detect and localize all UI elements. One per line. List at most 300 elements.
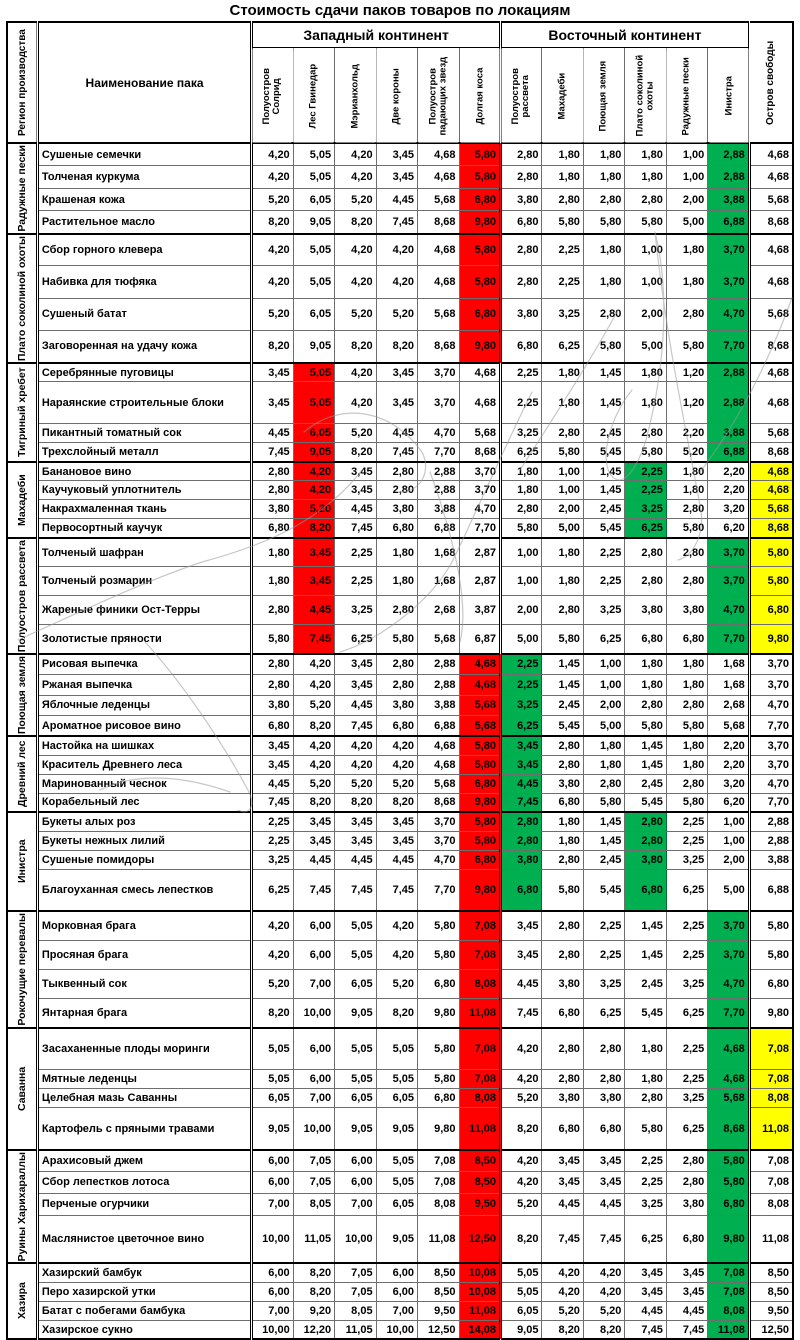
pack-name-cell: Накрахмаленная ткань: [37, 500, 251, 519]
price-cell: 9,05: [501, 1320, 542, 1339]
pack-name-cell: Пикантный томатный сок: [37, 424, 251, 443]
table-row: [7, 869, 793, 911]
price-cell: 1,80: [542, 143, 583, 166]
price-cell: 3,45: [293, 567, 334, 596]
pack-name-cell: Янтарная брага: [37, 999, 251, 1028]
price-cell: 7,45: [335, 716, 376, 737]
price-cell: 4,68: [708, 1028, 750, 1070]
price-cell: 1,00: [501, 538, 542, 567]
price-cell: 2,80: [625, 812, 666, 831]
price-cell: 5,20: [376, 774, 417, 793]
price-cell: 4,45: [293, 850, 334, 869]
price-cell: 6,05: [376, 1089, 417, 1108]
price-cell: 5,20: [666, 443, 707, 462]
pack-name-column-header: Наименование пака: [37, 22, 251, 143]
price-cell: 5,80: [542, 211, 583, 234]
price-cell: 1,80: [666, 654, 707, 675]
price-cell: 3,70: [418, 831, 459, 850]
price-cell: 2,25: [625, 481, 666, 500]
price-cell: 3,45: [376, 166, 417, 189]
price-cell: 3,25: [501, 695, 542, 716]
price-cell: 5,20: [376, 969, 417, 998]
price-cell: 4,45: [376, 850, 417, 869]
price-cell: 4,20: [583, 1282, 624, 1301]
price-cell: 1,45: [583, 831, 624, 850]
price-cell: 3,80: [542, 1089, 583, 1108]
price-cell: 3,70: [708, 538, 750, 567]
price-cell: 8,68: [459, 443, 501, 462]
price-cell: 9,50: [749, 1301, 793, 1320]
price-cell: 4,20: [501, 1028, 542, 1070]
price-cell: 2,80: [625, 1089, 666, 1108]
price-cell: 1,45: [583, 382, 624, 424]
price-cell: 5,05: [376, 1150, 417, 1172]
price-cell: 3,80: [666, 1193, 707, 1215]
price-cell: 3,80: [501, 298, 542, 330]
price-cell: 4,20: [376, 266, 417, 298]
price-cell: 4,20: [252, 266, 293, 298]
price-cell: 2,80: [542, 188, 583, 211]
price-cell: 1,80: [583, 736, 624, 755]
location-column-header: Долгая коса: [459, 48, 501, 144]
price-cell: 5,80: [666, 793, 707, 812]
price-cell: 4,20: [335, 166, 376, 189]
price-cell: 6,00: [293, 940, 334, 969]
price-cell: 7,45: [625, 1320, 666, 1339]
price-cell: 6,05: [376, 1193, 417, 1215]
price-cell: 3,70: [708, 911, 750, 940]
price-cell: 6,80: [666, 625, 707, 654]
price-cell: 4,68: [418, 166, 459, 189]
price-cell: 6,80: [625, 869, 666, 911]
location-column-header: Поющая земля: [583, 48, 624, 144]
price-cell: 2,80: [542, 596, 583, 625]
price-cell: 2,80: [666, 538, 707, 567]
price-cell: 3,45: [252, 755, 293, 774]
price-cell: 5,00: [708, 869, 750, 911]
location-column-header: Махадеби: [542, 48, 583, 144]
price-cell: 4,20: [376, 755, 417, 774]
price-cell: 5,80: [583, 793, 624, 812]
price-cell: 4,45: [501, 969, 542, 998]
price-cell: 1,45: [625, 940, 666, 969]
price-cell: 5,05: [501, 1263, 542, 1282]
price-cell: 5,00: [583, 716, 624, 737]
table-row: [7, 1301, 793, 1320]
pack-name-cell: Трехслойный металл: [37, 443, 251, 462]
pack-name-cell: Маринованный чеснок: [37, 774, 251, 793]
table-row: [7, 1108, 793, 1150]
price-cell: 9,05: [252, 1108, 293, 1150]
price-cell: 2,80: [501, 166, 542, 189]
price-cell: 5,68: [459, 695, 501, 716]
price-cell: 3,80: [625, 850, 666, 869]
price-cell: 2,80: [583, 188, 624, 211]
table-row: [7, 654, 793, 675]
price-cell: 7,08: [418, 1172, 459, 1194]
price-cell: 2,00: [583, 695, 624, 716]
price-cell: 7,45: [542, 1215, 583, 1263]
price-cell: 3,80: [252, 500, 293, 519]
price-cell: 2,80: [376, 674, 417, 695]
price-cell: 1,00: [501, 567, 542, 596]
price-cell: 5,20: [252, 188, 293, 211]
pack-name-cell: Картофель с пряными травами: [37, 1108, 251, 1150]
price-cell: 6,80: [666, 1215, 707, 1263]
table-row: [7, 812, 793, 831]
price-cell: 5,00: [501, 625, 542, 654]
table-row: [7, 1089, 793, 1108]
price-cell: 1,80: [542, 363, 583, 382]
price-cell: 8,20: [335, 211, 376, 234]
price-cell: 6,80: [459, 298, 501, 330]
price-cell: 4,70: [708, 298, 750, 330]
price-cell: 6,05: [335, 1089, 376, 1108]
price-cell: 1,80: [542, 567, 583, 596]
price-cell: 8,20: [376, 793, 417, 812]
price-cell: 5,80: [666, 330, 707, 362]
price-cell: 2,80: [501, 143, 542, 166]
price-cell: 6,25: [666, 999, 707, 1028]
price-cell: 4,68: [749, 382, 793, 424]
price-cell: 5,45: [625, 793, 666, 812]
price-cell: 8,68: [708, 1108, 750, 1150]
pack-name-cell: Перо хазирской утки: [37, 1282, 251, 1301]
price-cell: 14,08: [459, 1320, 501, 1339]
price-cell: 4,20: [293, 674, 334, 695]
price-cell: 1,80: [501, 462, 542, 481]
price-cell: 5,20: [542, 1301, 583, 1320]
price-cell: 2,80: [252, 481, 293, 500]
price-cell: 5,80: [625, 716, 666, 737]
price-cell: 2,80: [501, 812, 542, 831]
price-cell: 2,80: [501, 266, 542, 298]
price-cell: 5,05: [376, 1028, 417, 1070]
price-cell: 2,25: [501, 654, 542, 675]
price-cell: 4,70: [418, 850, 459, 869]
price-cell: 2,80: [542, 850, 583, 869]
pack-name-cell: Морковная брага: [37, 911, 251, 940]
pack-name-cell: Просяная брага: [37, 940, 251, 969]
price-cell: 9,05: [376, 1108, 417, 1150]
price-cell: 2,88: [418, 674, 459, 695]
price-cell: 3,80: [501, 850, 542, 869]
price-cell: 4,20: [252, 143, 293, 166]
price-cell: 5,68: [708, 1089, 750, 1108]
price-cell: 1,80: [542, 538, 583, 567]
table-row: [7, 500, 793, 519]
price-cell: 1,45: [625, 911, 666, 940]
price-cell: 3,45: [252, 736, 293, 755]
table-row: [7, 831, 793, 850]
price-cell: 8,08: [749, 1193, 793, 1215]
price-cell: 7,45: [376, 869, 417, 911]
price-cell: 3,25: [542, 298, 583, 330]
price-cell: 4,45: [666, 1301, 707, 1320]
region-label: Саванна: [7, 1028, 37, 1150]
price-cell: 6,80: [459, 774, 501, 793]
price-cell: 5,80: [252, 625, 293, 654]
price-cell: 7,45: [293, 625, 334, 654]
price-cell: 6,25: [501, 716, 542, 737]
price-cell: 7,05: [293, 1172, 334, 1194]
price-cell: 1,45: [583, 363, 624, 382]
price-cell: 3,70: [749, 654, 793, 675]
price-cell: 2,88: [708, 143, 750, 166]
price-cell: 11,08: [459, 1301, 501, 1320]
price-cell: 6,80: [252, 716, 293, 737]
price-cell: 8,50: [459, 1172, 501, 1194]
price-cell: 5,20: [583, 1301, 624, 1320]
price-cell: 1,80: [625, 1028, 666, 1070]
price-cell: 1,68: [418, 567, 459, 596]
price-cell: 9,05: [293, 443, 334, 462]
price-cell: 1,00: [583, 674, 624, 695]
price-cell: 2,87: [459, 567, 501, 596]
price-cell: 7,70: [418, 869, 459, 911]
table-row: [7, 969, 793, 998]
price-cell: 6,80: [708, 1193, 750, 1215]
price-cell: 8,68: [749, 519, 793, 538]
price-cell: 4,70: [459, 500, 501, 519]
price-cell: 4,20: [501, 1070, 542, 1089]
price-cell: 11,08: [459, 999, 501, 1028]
price-cell: 5,05: [252, 1028, 293, 1070]
price-cell: 6,80: [749, 596, 793, 625]
price-cell: 2,20: [708, 481, 750, 500]
price-cell: 9,05: [335, 1108, 376, 1150]
price-cell: 5,80: [459, 755, 501, 774]
price-cell: 2,00: [708, 850, 750, 869]
price-cell: 2,80: [542, 1070, 583, 1089]
price-cell: 5,05: [335, 911, 376, 940]
price-cell: 2,80: [501, 234, 542, 266]
price-cell: 2,88: [418, 462, 459, 481]
price-cell: 5,80: [749, 538, 793, 567]
price-cell: 3,88: [418, 695, 459, 716]
price-cell: 11,05: [335, 1320, 376, 1339]
price-cell: 5,05: [501, 1282, 542, 1301]
price-cell: 7,45: [501, 999, 542, 1028]
price-cell: 8,20: [376, 999, 417, 1028]
price-cell: 1,45: [625, 755, 666, 774]
price-cell: 4,20: [542, 1263, 583, 1282]
price-cell: 12,50: [459, 1215, 501, 1263]
pack-name-cell: Толченый шафран: [37, 538, 251, 567]
price-cell: 10,08: [459, 1282, 501, 1301]
price-cell: 5,20: [293, 695, 334, 716]
price-cell: 1,80: [666, 234, 707, 266]
price-cell: 3,45: [583, 1150, 624, 1172]
price-cell: 8,20: [335, 793, 376, 812]
price-cell: 5,80: [625, 443, 666, 462]
price-cell: 1,00: [708, 831, 750, 850]
price-cell: 4,20: [335, 143, 376, 166]
price-cell: 7,45: [252, 793, 293, 812]
price-cell: 6,20: [708, 519, 750, 538]
price-cell: 5,05: [293, 266, 334, 298]
price-cell: 6,00: [252, 1172, 293, 1194]
price-cell: 5,80: [542, 625, 583, 654]
price-cell: 6,00: [252, 1282, 293, 1301]
price-cell: 11,05: [293, 1215, 334, 1263]
price-cell: 6,05: [293, 298, 334, 330]
price-cell: 6,80: [376, 716, 417, 737]
price-cell: 4,68: [749, 363, 793, 382]
price-cell: 4,45: [252, 424, 293, 443]
price-cell: 2,00: [542, 500, 583, 519]
price-cell: 4,20: [376, 911, 417, 940]
price-cell: 2,25: [583, 538, 624, 567]
pack-name-cell: Сушеные помидоры: [37, 850, 251, 869]
pack-name-cell: Тыквенный сок: [37, 969, 251, 998]
price-cell: 3,80: [625, 596, 666, 625]
price-cell: 5,20: [335, 424, 376, 443]
price-cell: 2,88: [708, 363, 750, 382]
price-cell: 1,00: [583, 654, 624, 675]
pack-name-cell: Благоуханная смесь лепестков: [37, 869, 251, 911]
price-cell: 3,45: [376, 831, 417, 850]
price-cell: 4,68: [749, 166, 793, 189]
price-cell: 3,25: [583, 969, 624, 998]
region-label: Поющая земля: [7, 654, 37, 736]
price-cell: 10,00: [335, 1215, 376, 1263]
price-cell: 2,80: [252, 462, 293, 481]
price-cell: 8,08: [418, 1193, 459, 1215]
price-cell: 3,45: [376, 363, 417, 382]
table-row: [7, 625, 793, 654]
price-cell: 7,08: [418, 1150, 459, 1172]
price-cell: 8,08: [459, 1089, 501, 1108]
price-cell: 8,20: [335, 330, 376, 362]
pack-name-cell: Жареные финики Ост-Терры: [37, 596, 251, 625]
price-cell: 10,00: [376, 1320, 417, 1339]
price-cell: 9,80: [749, 999, 793, 1028]
price-cell: 7,08: [459, 940, 501, 969]
pack-name-cell: Заговоренная на удачу кожа: [37, 330, 251, 362]
price-cell: 2,25: [542, 266, 583, 298]
freedom-island-column-header: Остров свободы: [749, 22, 793, 143]
pack-name-cell: Нараянские строительные блоки: [37, 382, 251, 424]
price-cell: 5,45: [583, 519, 624, 538]
price-cell: 5,20: [293, 774, 334, 793]
price-cell: 6,80: [459, 188, 501, 211]
price-cell: 2,80: [376, 462, 417, 481]
price-cell: 4,20: [583, 1263, 624, 1282]
location-column-header: Плато соколиной охоты: [625, 48, 666, 144]
price-cell: 8,20: [293, 519, 334, 538]
price-cell: 6,25: [542, 330, 583, 362]
price-cell: 6,80: [542, 1108, 583, 1150]
price-cell: 8,20: [293, 793, 334, 812]
pack-name-cell: Первосортный каучук: [37, 519, 251, 538]
pack-name-cell: Толченая куркума: [37, 166, 251, 189]
price-cell: 2,25: [501, 363, 542, 382]
price-cell: 3,45: [335, 481, 376, 500]
price-cell: 8,20: [252, 999, 293, 1028]
price-cell: 4,45: [376, 424, 417, 443]
price-cell: 8,20: [583, 1320, 624, 1339]
price-cell: 2,80: [542, 424, 583, 443]
price-cell: 3,45: [666, 1263, 707, 1282]
pack-name-cell: Целебная мазь Саванны: [37, 1089, 251, 1108]
price-cell: 3,45: [252, 363, 293, 382]
price-cell: 4,45: [335, 695, 376, 716]
price-cell: 7,70: [708, 330, 750, 362]
price-cell: 4,45: [335, 500, 376, 519]
price-cell: 7,05: [293, 1150, 334, 1172]
price-cell: 2,80: [625, 188, 666, 211]
price-cell: 2,20: [708, 736, 750, 755]
price-cell: 1,20: [666, 363, 707, 382]
location-column-header: Полуостров рассвета: [501, 48, 542, 144]
price-cell: 2,87: [459, 538, 501, 567]
price-cell: 7,08: [459, 911, 501, 940]
pack-name-cell: Каучуковый уплотнитель: [37, 481, 251, 500]
price-cell: 4,68: [749, 462, 793, 481]
price-cell: 5,45: [625, 999, 666, 1028]
price-cell: 4,20: [376, 940, 417, 969]
table-row: [7, 1028, 793, 1070]
price-cell: 3,45: [335, 812, 376, 831]
price-cell: 2,00: [501, 596, 542, 625]
price-cell: 7,70: [749, 716, 793, 737]
price-cell: 2,80: [666, 774, 707, 793]
table-row: [7, 266, 793, 298]
price-cell: 3,80: [542, 774, 583, 793]
price-cell: 4,68: [749, 481, 793, 500]
price-cell: 3,80: [252, 695, 293, 716]
price-cell: 6,25: [501, 443, 542, 462]
price-cell: 4,45: [542, 1193, 583, 1215]
price-cell: 7,08: [708, 1263, 750, 1282]
price-cell: 3,45: [335, 674, 376, 695]
price-cell: 7,70: [708, 999, 750, 1028]
price-cell: 3,45: [376, 812, 417, 831]
price-cell: 2,80: [625, 695, 666, 716]
table-row: [7, 596, 793, 625]
price-cell: 3,25: [252, 850, 293, 869]
price-cell: 5,80: [459, 266, 501, 298]
pack-name-cell: Толченый розмарин: [37, 567, 251, 596]
price-cell: 1,80: [376, 567, 417, 596]
price-cell: 4,20: [501, 1150, 542, 1172]
price-cell: 5,20: [376, 298, 417, 330]
price-cell: 1,80: [625, 166, 666, 189]
pack-name-cell: Настойка на шишках: [37, 736, 251, 755]
price-cell: 9,80: [459, 330, 501, 362]
price-cell: 3,45: [501, 940, 542, 969]
price-cell: 6,00: [293, 911, 334, 940]
price-cell: 5,80: [583, 330, 624, 362]
pack-name-cell: Букеты алых роз: [37, 812, 251, 831]
price-cell: 6,25: [666, 1108, 707, 1150]
price-cell: 1,80: [583, 266, 624, 298]
price-cell: 4,70: [418, 424, 459, 443]
price-cell: 3,70: [418, 363, 459, 382]
price-cell: 2,80: [583, 1070, 624, 1089]
price-cell: 5,80: [459, 736, 501, 755]
price-cell: 8,08: [708, 1301, 750, 1320]
price-cell: 1,68: [708, 674, 750, 695]
price-cell: 5,80: [501, 519, 542, 538]
price-cell: 6,80: [542, 793, 583, 812]
price-cell: 8,20: [376, 330, 417, 362]
location-column-header: Полуостров Солрид: [252, 48, 293, 144]
price-cell: 3,70: [749, 755, 793, 774]
price-cell: 2,80: [666, 695, 707, 716]
price-cell: 8,05: [293, 1193, 334, 1215]
